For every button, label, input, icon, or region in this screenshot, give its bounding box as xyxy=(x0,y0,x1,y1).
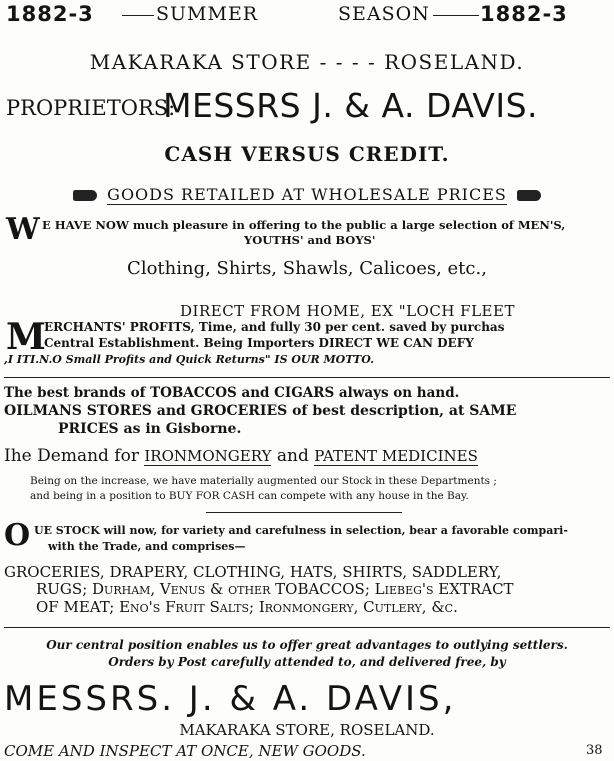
clothing-line: Clothing, Shirts, Shawls, Calicoes, etc., xyxy=(127,258,487,279)
header-year-right: 1882-3 xyxy=(480,2,568,26)
our-stock-line1: UE STOCK will now, for variety and carefulness in selection, bear a favorable compari- xyxy=(34,524,568,537)
groceries-line2: RUGS; Durham, Venus & other TOBACCOS; Liebeg's EXTRACT xyxy=(36,580,514,598)
groceries-line3: OF MEAT; Eno's Fruit Salts; Ironmongery, Cutlery, &c. xyxy=(36,598,458,616)
groceries-line1: GROCERIES, DRAPERY, CLOTHING, HATS, SHIRTS, SADDLERY, xyxy=(4,563,502,581)
divider-mid xyxy=(206,512,402,513)
oilmans-line1: OILMANS STORES and GROCERIES of best description, at SAME xyxy=(4,403,517,419)
cash-versus-credit: CASH VERSUS CREDIT. xyxy=(164,142,450,166)
goods-line-text: GOODS RETAILED AT WHOLESALE PRICES xyxy=(107,185,507,204)
page-number: 38 xyxy=(586,743,603,758)
goods-line xyxy=(0,185,614,204)
header-dash-left xyxy=(122,15,154,16)
drop-cap-w: W xyxy=(6,212,40,247)
demand-prefix: Ihe Demand for xyxy=(4,446,139,466)
header-season: SEASON xyxy=(338,3,430,25)
demand-ironmongery: IRONMONGERY xyxy=(144,447,272,465)
footer-store: MAKARAKA STORE, ROSELAND. xyxy=(179,721,435,739)
header-summer: SUMMER xyxy=(156,3,259,25)
we-have-line2: YOUTHS' and BOYS' xyxy=(244,233,376,247)
direct-from-home: DIRECT FROM HOME, EX "LOCH FLEET xyxy=(180,302,515,320)
pointing-hand-icon xyxy=(73,190,97,201)
divider-bottom xyxy=(4,627,610,628)
central-line1: Our central position enables us to offer great advantages to outlying settlers. xyxy=(46,638,568,652)
drop-cap-o: O xyxy=(4,518,31,553)
divider-top xyxy=(4,377,610,378)
increase-line2: and being in a position to BUY FOR CASH can compete with any house in the Bay. xyxy=(30,490,469,502)
proprietors-label: PROPRIETORS: xyxy=(6,96,176,120)
demand-patent-medicines: PATENT MEDICINES xyxy=(314,447,478,465)
header-year-left: 1882-3 xyxy=(6,2,94,26)
merchants-line3: ,I ITI.N.O Small Profits and Quick Returns" IS OUR MOTTO. xyxy=(4,353,374,366)
increase-line1: Being on the increase, we have materially augmented our Stock in these Departments ; xyxy=(30,475,497,487)
demand-line xyxy=(4,446,478,466)
tobaccos-line: The best brands of TOBACCOS and CIGARS always on hand. xyxy=(4,385,460,401)
header-dash-right xyxy=(433,15,479,16)
merchants-line2: Central Establishment. Being Importers DIRECT WE CAN DEFY xyxy=(44,336,474,350)
we-have-line1: E HAVE NOW much pleasure in offering to the public a large selection of MEN'S, xyxy=(42,218,566,232)
central-line2: Orders by Post carefully attended to, and delivered free, by xyxy=(108,655,506,669)
footer-inspect: COME AND INSPECT AT ONCE, NEW GOODS. xyxy=(4,742,366,760)
merchants-line1: ERCHANTS' PROFITS, Time, and fully 30 per cent. saved by purchas xyxy=(44,320,505,334)
drop-cap-m: M xyxy=(6,316,46,358)
store-line: MAKARAKA STORE - - - - ROSELAND. xyxy=(89,50,525,74)
footer-names: MESSRS. J. & A. DAVIS, xyxy=(4,679,457,719)
oilmans-line2: PRICES as in Gisborne. xyxy=(58,421,242,437)
proprietors-names: MESSRS J. & A. DAVIS. xyxy=(163,86,539,125)
our-stock-line2: with the Trade, and comprises— xyxy=(48,540,246,553)
demand-and: and xyxy=(276,446,309,466)
pointing-hand-icon-right xyxy=(517,190,541,201)
